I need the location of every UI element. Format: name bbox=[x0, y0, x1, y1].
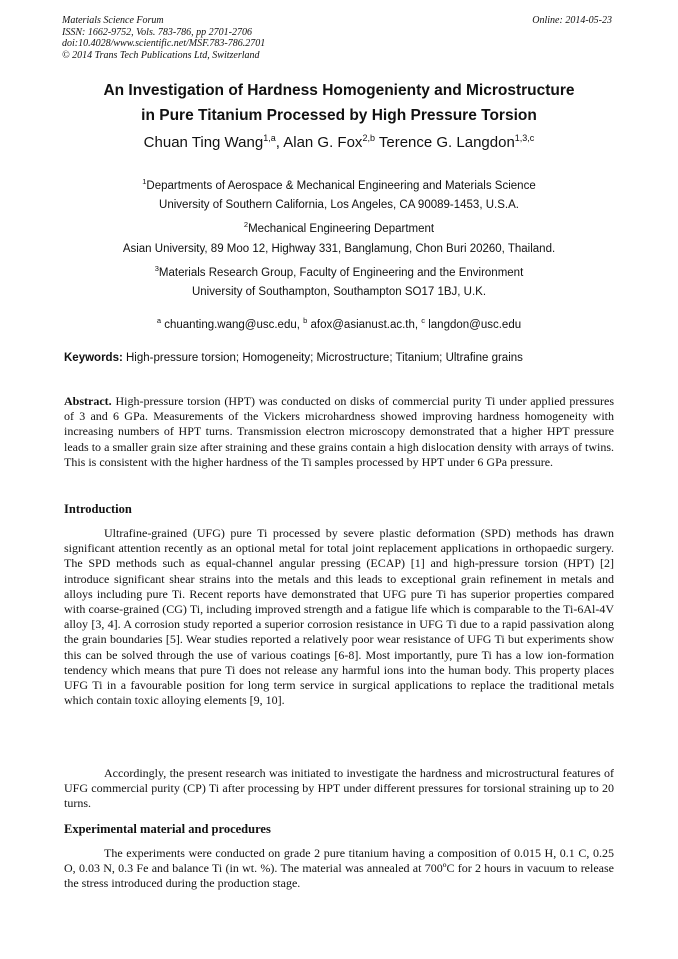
author-name: Terence G. Langdon bbox=[378, 134, 515, 151]
email-link[interactable]: langdon@usc.edu bbox=[428, 318, 522, 331]
affiliation-line bbox=[40, 215, 638, 239]
author-separator: , bbox=[275, 134, 284, 151]
affiliation-line bbox=[40, 259, 638, 283]
affiliation-text: Materials Research Group, Faculty of Engineering and the Environment bbox=[158, 266, 524, 279]
keywords-text: High-pressure torsion; Homogeneity; Microstructure; Titanium; Ultrafine grains bbox=[126, 352, 523, 364]
email-superscript: c bbox=[421, 316, 426, 325]
affiliations bbox=[40, 172, 638, 302]
paragraph: Ultrafine-grained (UFG) pure Ti processed by severe plastic deformation (SPD) methods has drawn significant attention recently as an optional metal for total joint replacement applications in orthopaedic surgery. The SPD methods such as equal-channel angular pressing (ECAP) [1] and high-pressure torsion (HPT) [2] introduce significant shear strains into the metals and this leads to exceptional grain refinement in metals and alloys including pure Ti. Recent reports have demonstrated that UFG pure Ti has superior properties compared with coarse-grained (CG) Ti, including improved strength and a fatigue life which is comparable to the Ti-6Al-4V alloy [3, 4]. A corrosion study reported a superior corrosion resistance in UFG Ti due to a rapid passivation along the grain boundaries [5]. Wear studies reported a relatively poor wear resistance of UFG Ti but experiments show this can be solved through the use of various coatings [6-8]. Most importantly, pure Ti has a low ion-formation tendency which means that pure Ti does not release any harmful ions into the human body. This property places UFG Ti in a favourable position for long term service in surgical applications to replace the traditional metals which contain toxic alloying elements [9, 10]. bbox=[64, 526, 614, 708]
email-superscript: a bbox=[156, 316, 162, 325]
keywords bbox=[64, 352, 614, 364]
author-name: Chuan Ting Wang bbox=[143, 134, 264, 151]
affiliation-line: Asian University, 89 Moo 12, Highway 331, Banglamung, Chon Buri 20260, Thailand. bbox=[122, 242, 556, 255]
affiliation-text: Mechanical Engineering Department bbox=[248, 223, 435, 236]
abstract-label: Abstract. bbox=[64, 394, 112, 408]
author-list bbox=[40, 128, 638, 153]
section-heading-introduction: Introduction bbox=[64, 502, 132, 516]
affiliation-line: University of Southern California, Los Angeles, CA 90089-1453, U.S.A. bbox=[159, 199, 519, 212]
email-superscript: b bbox=[303, 316, 308, 325]
author-name: Alan G. Fox bbox=[283, 134, 363, 151]
email-link[interactable]: chuanting.wang@usc.edu bbox=[164, 318, 297, 331]
affiliation-text: Departments of Aerospace & Mechanical Engineering and Materials Science bbox=[146, 179, 536, 192]
journal-header bbox=[62, 15, 265, 61]
affiliation-number: 1 bbox=[142, 177, 147, 186]
paragraph: Accordingly, the present research was initiated to investigate the hardness and microstructural features of UFG commercial purity (CP) Ti after processing by HPT under different pressures for torsional straining up to 20 turns. bbox=[64, 766, 614, 811]
abstract bbox=[64, 394, 614, 470]
doi-line: doi:10.4028/www.scientific.net/MSF.783-786.2701 bbox=[62, 38, 266, 49]
title-line-1: An Investigation of Hardness Homogenienty and Microstructure bbox=[103, 82, 575, 99]
email-list: $^a$ chuanting.wang@usc.edu, $^b$ afox@asianust.ac.th, $^c$ langdon@usc.edu bbox=[156, 316, 522, 331]
issn-line: ISSN: 1662-9752, Vols. 783-786, pp 2701-2706 bbox=[62, 26, 252, 38]
email-link[interactable]: afox@asianust.ac.th bbox=[310, 318, 415, 331]
affiliation-line bbox=[40, 172, 638, 196]
title-line-2: in Pure Titanium Processed by High Pressure Torsion bbox=[141, 107, 537, 124]
author-superscript: 1,3,c bbox=[514, 133, 535, 143]
affiliation-number: 3 bbox=[154, 263, 159, 273]
paragraph: The experiments were conducted on grade 2 pure titanium having a composition of 0.015 H, 0.1 C, 0.25 O, 0.03 N, 0.3 Fe and balance Ti (in wt. %). The material was annealed at 700ºC for 2 hours in vacuum to release the stress introduced during the production stage. bbox=[64, 846, 614, 891]
copyright-line: © 2014 Trans Tech Publications Ltd, Switzerland bbox=[62, 49, 260, 61]
author-superscript: 1,a bbox=[263, 133, 276, 143]
affiliation-number: 2 bbox=[243, 220, 249, 230]
author-superscript: 2,b bbox=[362, 133, 375, 143]
section-heading-experimental: Experimental material and procedures bbox=[64, 822, 271, 836]
abstract-text: High-pressure torsion (HPT) was conducted on disks of commercial purity Ti under applied pressures of 3 and 6 GPa. Measurements of the Vickers microhardness showed improving hardness homogeneity with increasing numbers of HPT turns. Transmission electron microscopy demonstrated that a higher HPT pressure leads to a smaller grain size after straining and these grains contain a high dislocation density with arrays of twins. This is consistent with the higher hardness of the Ti samples processed by HPT under 6 GPa pressure. bbox=[64, 394, 614, 469]
journal-name: Materials Science Forum bbox=[62, 15, 164, 26]
affiliation-line: University of Southampton, Southampton SO17 1BJ, U.K. bbox=[191, 285, 487, 298]
keywords-label: Keywords: bbox=[64, 352, 123, 364]
paper-title bbox=[40, 78, 638, 128]
online-date: Online: 2014-05-23 bbox=[532, 15, 612, 26]
